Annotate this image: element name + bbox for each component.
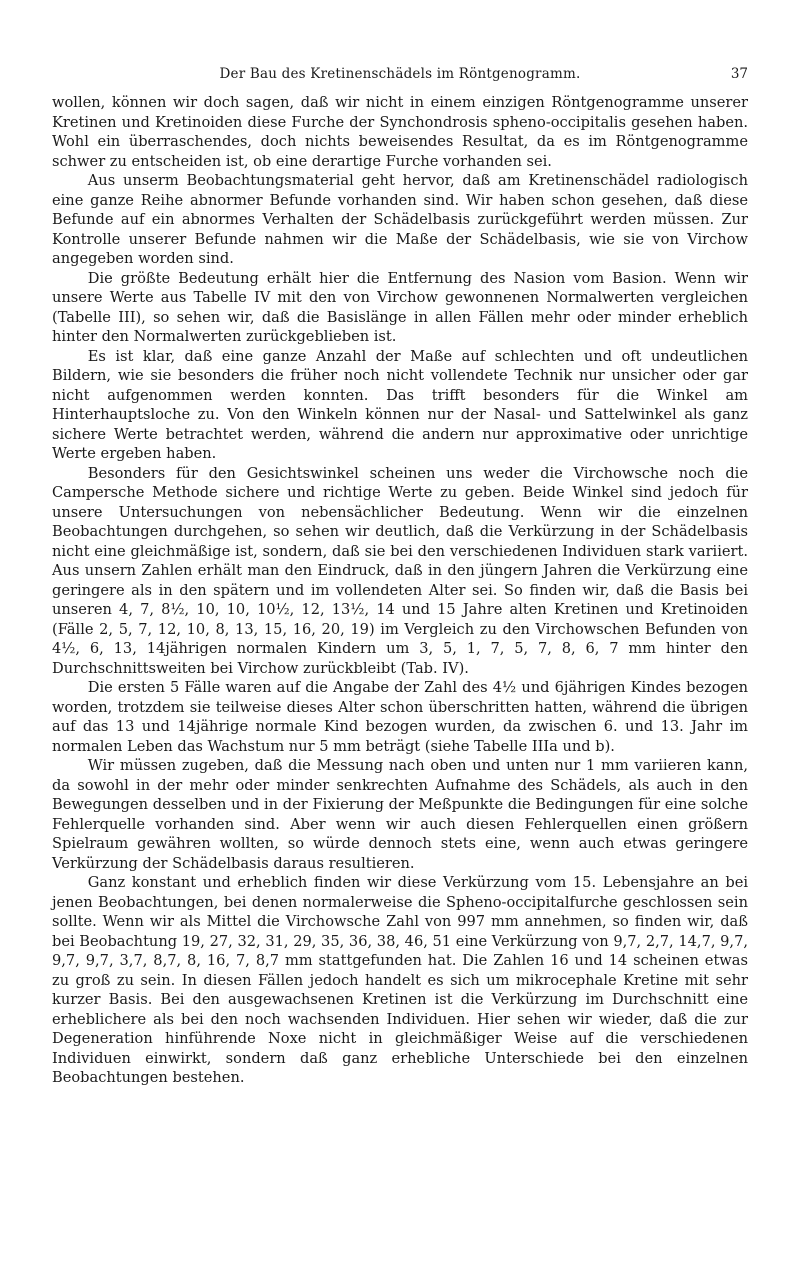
running-head <box>52 64 748 84</box>
body-text <box>52 93 748 1088</box>
page-number: 37 <box>730 66 748 82</box>
running-title: Der Bau des Kretinenschädels im Röntgenogramm. <box>219 66 581 82</box>
paragraph: Die größte Bedeutung erhält hier die Entfernung des Nasion vom Basion. Wenn wir unsere Werte aus Tabelle IV mit den von Virchow gewonnenen Normalwerten vergleichen (Tabelle III), so sehen wir, daß die Basislänge in allen Fällen mehr oder minder erheblich hinter den Normalwerten zurückgeblieben ist. <box>52 269 748 345</box>
paragraph: Wir müssen zugeben, daß die Messung nach oben und unten nur 1 mm variieren kann, da sowohl in der mehr oder minder senkrechten Aufnahme des Schädels, als auch in den Bewegungen desselben und in der Fixierung der Meßpunkte die Bedingungen für eine solche Fehlerquelle vorhanden sind. Aber wenn wir auch diesen Fehlerquellen einen größern Spielraum gewähren wollten, so würde dennoch stets eine, wenn auch etwas geringere Verkürzung der Schädelbasis daraus resultieren. <box>52 757 748 872</box>
paragraph-continuation: wollen, können wir doch sagen, daß wir nicht in einem einzigen Röntgenogramme unserer Kretinen und Kretinoiden diese Furche der Synchondrosis spheno-occipitalis gesehen haben. Wohl ein überraschendes, doch nichts beweisendes Resultat, da es im Röntgenogramme schwer zu entscheiden ist, ob eine derartige Furche vorhanden sei. <box>52 94 748 170</box>
paragraph: Besonders für den Gesichtswinkel scheinen uns weder die Virchowsche noch die Campersche Methode sichere und richtige Werte zu geben. Beide Winkel sind jedoch für unsere Untersuchungen von nebensächlicher Bedeutung. Wenn wir die einzelnen Beobachtungen durchgehen, so sehen wir deutlich, daß die Verkürzung in der Schädelbasis nicht eine gleichmäßige ist, sondern, daß sie bei den verschiedenen Individuen stark variiert. Aus unsern Zahlen erhält man den Eindruck, daß in den jüngern Jahren die Verkürzung eine geringere als in den spätern und im vollendeten Alter sei. So finden wir, daß die Basis bei unseren 4, 7, 8½, 10, 10, 10½, 12, 13½, 14 und 15 Jahre alten Kretinen und Kretinoiden (Fälle 2, 5, 7, 12, 10, 8, 13, 15, 16, 20, 19) im Vergleich zu den Virchowschen Befunden von 4½, 6, 13, 14jährigen normalen Kindern um 3, 5, 1, 7, 5, 7, 8, 6, 7 mm hinter den Durchschnittsweiten bei Virchow zurückbleibt (Tab. IV). <box>52 464 748 677</box>
paragraph: Es ist klar, daß eine ganze Anzahl der Maße auf schlechten und oft undeutlichen Bildern, wie sie besonders die früher noch nicht vollendete Technik nur unsicher oder gar nicht aufgenommen werden konnten. Das trifft besonders für die Winkel am Hinterhauptsloche zu. Von den Winkeln können nur der Nasal- und Sattelwinkel als ganz sichere Werte betrachtet werden, während die andern nur approximative oder unrichtige Werte ergeben haben. <box>52 347 748 462</box>
paragraph: Ganz konstant und erheblich finden wir diese Verkürzung vom 15. Lebensjahre an bei jenen Beobachtungen, bei denen normalerweise die Spheno-occipitalfurche geschlossen sein sollte. Wenn wir als Mittel die Virchowsche Zahl von 997 mm annehmen, so finden wir, daß bei Beobachtung 19, 27, 32, 31, 29, 35, 36, 38, 46, 51 eine Verkürzung von 9,7, 2,7, 14,7, 9,7, 9,7, 9,7, 3,7, 8,7, 8, 16, 7, 8,7 mm stattgefunden hat. Die Zahlen 16 und 14 scheinen etwas zu groß zu sein. In diesen Fällen jedoch handelt es sich um mikrocephale Kretine mit sehr kurzer Basis. Bei den ausgewachsenen Kretinen ist die Verkürzung im Durchschnitt eine erheblichere als bei den noch wachsenden Individuen. Hier sehen wir wieder, daß die zur Degeneration hinführende Noxe nicht in gleichmäßiger Weise auf die verschiedenen Individuen einwirkt, sondern daß ganz erhebliche Unterschiede bei den einzelnen Beobachtungen bestehen. <box>52 874 748 1086</box>
paragraph: Die ersten 5 Fälle waren auf die Angabe der Zahl des 4½ und 6jährigen Kindes bezogen worden, trotzdem sie teilweise dieses Alter schon überschritten hatten, während die übrigen auf das 13 und 14jährige normale Kind bezogen wurden, da zwischen 6. und 13. Jahr im normalen Leben das Wachstum nur 5 mm beträgt (siehe Tabelle IIIa und b). <box>52 679 748 755</box>
paragraph: Aus unserm Beobachtungsmaterial geht hervor, daß am Kretinenschädel radiologisch eine ganze Reihe abnormer Befunde vorhanden sind. Wir haben schon gesehen, daß diese Befunde auf ein abnormes Verhalten der Schädelbasis zurückgeführt werden müssen. Zur Kontrolle unserer Befunde nahmen wir die Maße der Schädelbasis, wie sie von Virchow angegeben worden sind. <box>52 172 748 267</box>
